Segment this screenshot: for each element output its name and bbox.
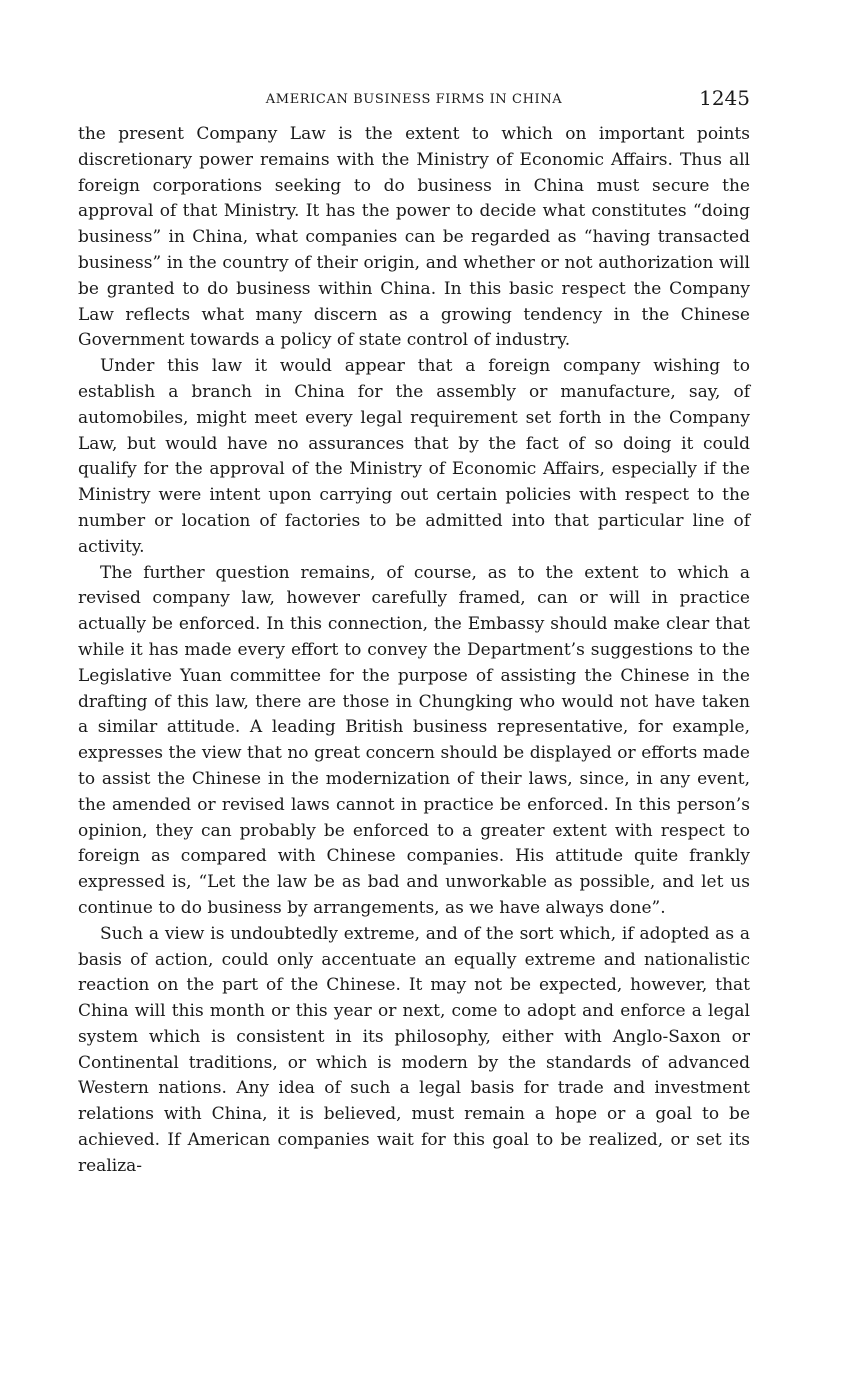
running-head (78, 86, 750, 116)
paragraph: The further question remains, of course, as to the extent to which a revised company law, however carefully framed, can or will in practice actually be enforced. In this connection, the Embassy should make clear that while it has made every effort to convey the Department’s suggestions to the Legislative Yuan committee for the purpose of assisting the Chinese in the drafting of this law, there are those in Chungking who would not have taken a similar attitude. A leading British business representative, for example, expresses the view that no great concern should be displayed or efforts made to assist the Chinese in the modernization of their laws, since, in any event, the amended or revised laws cannot in practice be enforced. In this person’s opinion, they can probably be enforced to a greater extent with respect to foreign as compared with Chinese companies. His attitude quite frankly expressed is, “Let the law be as bad and unworkable as possible, and let us continue to do business by arrangements, as we have always done”. (78, 562, 750, 918)
paragraph: Such a view is undoubtedly extreme, and of the sort which, if adopted as a basis of action, could only accentuate an equally extreme and nationalistic reaction on the part of the Chinese. It may not be expected, however, that China will this month or this year or next, come to adopt and enforce a legal system which is consistent in its philosophy, either with Anglo-Saxon or Continental traditions, or which is modern by the standards of advanced Western nations. Any idea of such a legal basis for trade and investment relations with China, it is believed, must remain a hope or a goal to be achieved. If American companies wait for this goal to be realized, or set its realiza- (78, 923, 750, 1176)
paragraph-continued: the present Company Law is the extent to which on important points discretionary power remains with the Ministry of Economic Affairs. Thus all foreign corporations seeking to do business in China must secure the approval of that Ministry. It has the power to decide what constitutes “doing business” in China, what companies can be regarded as “having transacted business” in the country of their origin, and whether or not authorization will be granted to do business within China. In this basic respect the Company Law reflects what many discern as a growing tendency in the Chinese Government towards a policy of state control of industry. (78, 124, 750, 351)
page-number: 1245 (699, 86, 750, 110)
paragraph: Under this law it would appear that a foreign company wishing to establish a branch in China for the assembly or manufacture, say, of automobiles, might meet every legal requirement set forth in the Company Law, but would have no assurances that by the fact of so doing it could qualify for the approval of the Ministry of Economic Affairs, especially if the Ministry were intent upon carrying out certain policies with respect to the number or location of factories to be admitted into that particular line of activity. (78, 356, 750, 557)
running-title: AMERICAN BUSINESS FIRMS IN CHINA (265, 92, 563, 107)
document-page (78, 86, 750, 1180)
body-text (78, 122, 750, 1180)
